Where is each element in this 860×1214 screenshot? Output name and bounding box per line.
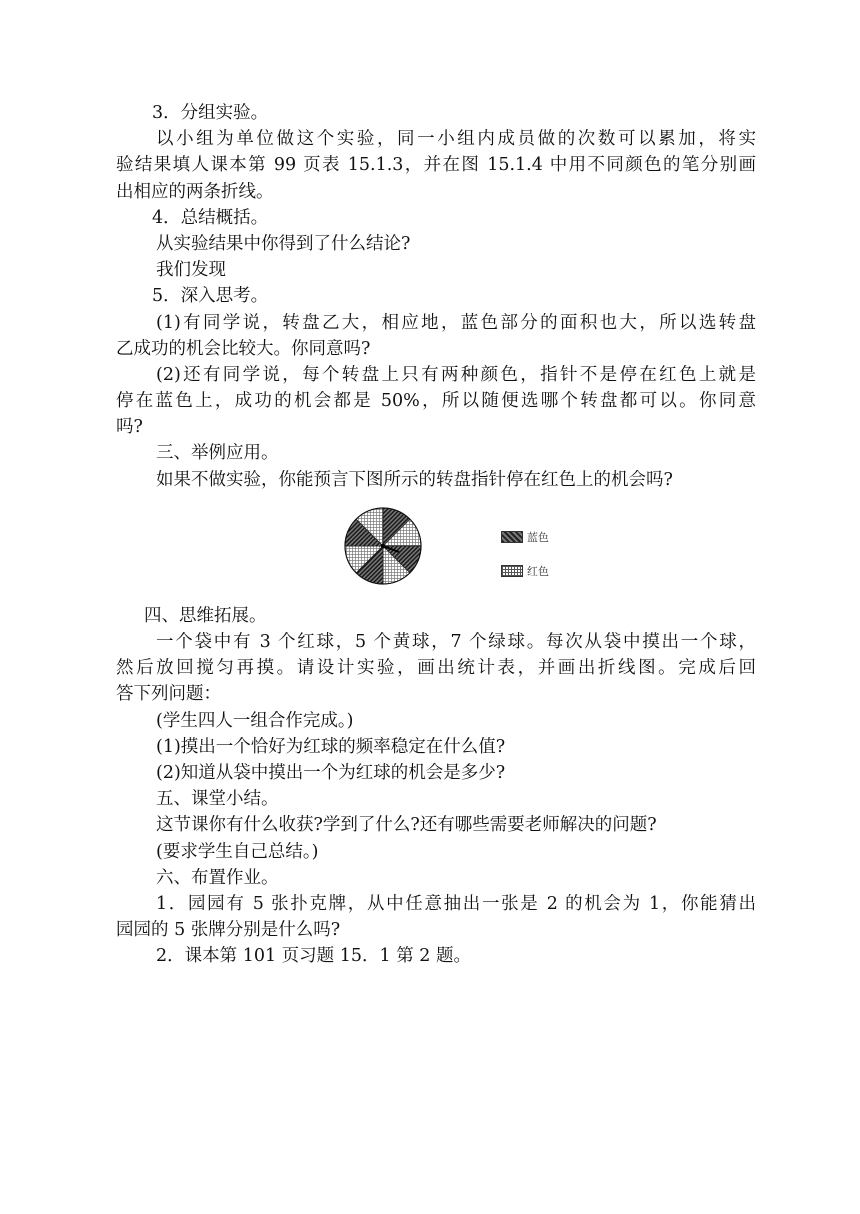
paragraph-line: 一个袋中有 3 个红球，5 个黄球，7 个绿球。每次从袋中摸出一个球， <box>156 632 756 652</box>
paragraph-line: 吗? <box>116 417 143 438</box>
paragraph-line: 验结果填人课本第 99 页表 15.1.3，并在图 15.1.4 中用不同颜色的笔分别画 <box>116 155 756 176</box>
paragraph-line: 乙成功的机会比较大。你同意吗? <box>116 338 371 359</box>
paragraph-line: 然后放回搅匀再摸。请设计实验，画出统计表，并画出折线图。完成后回 <box>116 658 756 679</box>
paragraph-line: 如果不做实验，你能预言下图所示的转盘指针停在红色上的机会吗? <box>156 469 673 490</box>
legend-label-blue: 蓝色 <box>527 530 549 544</box>
paragraph-line: 从实验结果中你得到了什么结论? <box>156 233 411 254</box>
paragraph-line: (学生四人一组合作完成。) <box>156 710 354 731</box>
paragraph-line: 这节课你有什么收获?学到了什么?还有哪些需要老师解决的问题? <box>156 815 657 836</box>
paragraph-line: (要求学生自己总结。) <box>156 841 319 862</box>
paragraph-line: (1)有同学说，转盘乙大，相应地，蓝色部分的面积也大，所以选转盘 <box>156 312 756 333</box>
section-3-heading: 三、举例应用。 <box>156 443 279 464</box>
homework-line: 1．园园有 5 张扑克牌，从中任意抽出一张是 2 的机会为 1，你能猜出 <box>156 893 756 914</box>
spinner-hub <box>381 544 385 548</box>
paragraph-line: 出相应的两条折线。 <box>116 181 274 202</box>
question-line: (1)摸出一个恰好为红球的频率稳定在什么值? <box>156 736 506 757</box>
paragraph-line: (2)还有同学说，每个转盘上只有两种颜色，指针不是停在红色上就是 <box>156 364 756 385</box>
homework-line: 2．课本第 101 页习题 15．1 第 2 题。 <box>156 946 471 967</box>
paragraph-line: 我们发现 <box>156 260 226 281</box>
step-4-heading: 4．总结概括。 <box>152 207 269 228</box>
paragraph-line: 答下列问题： <box>116 684 221 705</box>
spinner-wheel <box>343 506 423 586</box>
section-4-heading: 四、思维拓展。 <box>144 605 267 626</box>
paragraph-line: 以小组为单位做这个实验，同一小组内成员做的次数可以累加，将实 <box>156 129 756 150</box>
legend-item-blue <box>501 529 549 545</box>
legend-item-red <box>501 563 549 579</box>
legend-label-red: 红色 <box>527 564 549 578</box>
legend-swatch-blue <box>501 531 523 543</box>
section-5-heading: 五、课堂小结。 <box>156 789 279 810</box>
homework-line: 园园的 5 张牌分别是什么吗? <box>116 920 341 941</box>
section-6-heading: 六、布置作业。 <box>156 867 279 888</box>
paragraph-line: 停在蓝色上，成功的机会都是 50%，所以随便选哪个转盘都可以。你同意 <box>116 391 756 412</box>
step-3-heading: 3．分组实验。 <box>152 103 269 123</box>
legend-swatch-red <box>501 565 523 577</box>
spinner-figure <box>116 501 756 601</box>
question-line: (2)知道从袋中摸出一个为红球的机会是多少? <box>156 762 506 783</box>
step-5-heading: 5．深入思考。 <box>152 286 269 307</box>
document-body <box>116 100 756 969</box>
